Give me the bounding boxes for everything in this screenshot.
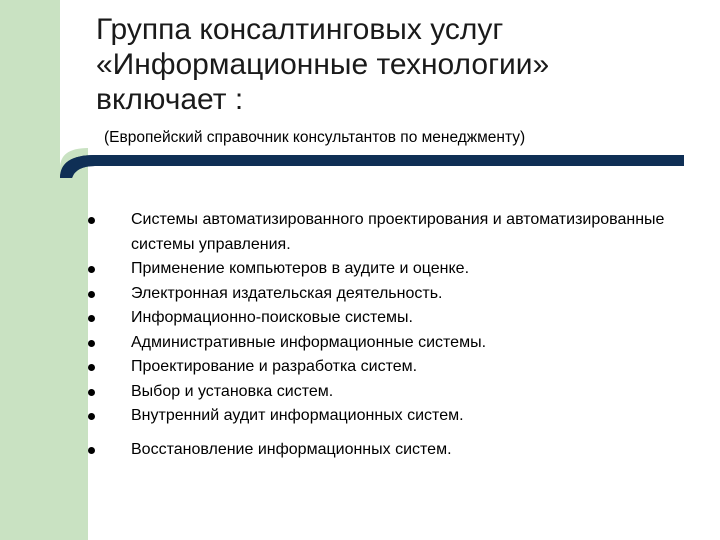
list-item: [88, 404, 688, 429]
services-list: [88, 208, 688, 462]
title-line-2: «Информационные технологии»: [96, 48, 550, 81]
list-item-text: Внутренний аудит информационных систем.: [131, 407, 464, 424]
bullet-icon: [88, 340, 95, 347]
list-item: [88, 355, 688, 380]
title-line-3: включает :: [96, 83, 244, 116]
list-item: [88, 306, 688, 331]
bullet-icon: [88, 447, 95, 454]
bullet-icon: [88, 389, 95, 396]
list-item: [88, 380, 688, 405]
list-item: [88, 257, 688, 282]
list-item: [88, 208, 688, 257]
bullet-icon: [88, 266, 95, 273]
title-line-1: Группа консалтинговых услуг: [96, 13, 504, 46]
list-item-text: Системы автоматизированного проектирования и автоматизированные системы управления.: [131, 211, 665, 253]
list-item-text: Выбор и установка систем.: [131, 382, 334, 400]
bullet-icon: [88, 364, 95, 371]
list-item: [88, 331, 688, 356]
slide-title: [96, 12, 696, 117]
list-item-text: Электронная издательская деятельность.: [131, 284, 443, 302]
slide-subtitle: (Европейский справочник консультантов по менеджменту): [104, 129, 526, 146]
list-item-text: Применение компьютеров в аудите и оценке.: [131, 260, 470, 277]
bullet-icon: [88, 291, 95, 298]
bullet-icon: [88, 315, 95, 322]
list-item-text: Восстановление информационных систем.: [131, 440, 452, 458]
bullet-icon: [88, 217, 95, 224]
list-item-text: Проектирование и разработка систем.: [131, 358, 418, 375]
list-item-text: Информационно-поисковые системы.: [131, 309, 413, 326]
list-item: [88, 438, 688, 463]
list-item-text: Административные информационные системы.: [131, 333, 487, 351]
bullet-icon: [88, 413, 95, 420]
list-item: [88, 282, 688, 307]
